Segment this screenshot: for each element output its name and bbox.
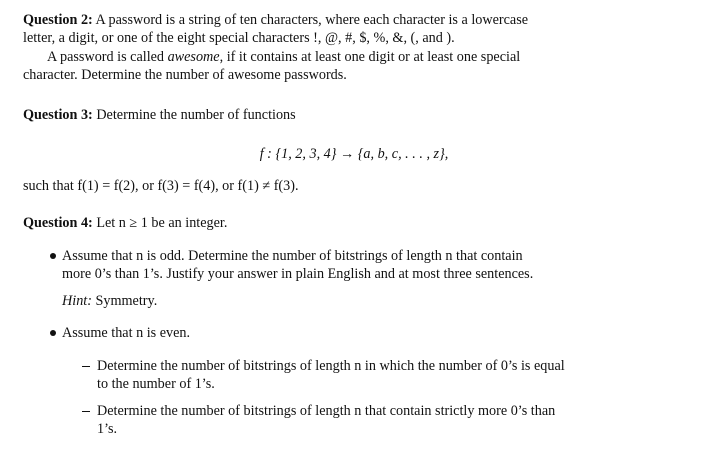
q4-bullet1-line-2: more 0’s than 1’s. Justify your answer in plain English and at most three sentences. (62, 266, 534, 282)
q4-hint-text: Symmetry. (91, 293, 158, 309)
q3-label: Question 3: (23, 107, 93, 123)
bullet-icon (50, 330, 56, 336)
q4-bullet2: Assume that n is even. (62, 325, 191, 341)
bullet-icon (50, 253, 56, 259)
q4-intro: Let n ≥ 1 be an integer. (96, 215, 228, 231)
q4-bullet1-line-1: Assume that n is odd. Determine the number of bitstrings of length n that contain (62, 248, 523, 264)
q2-text-3a: A password is called (47, 49, 168, 65)
q2-line-3 (47, 48, 520, 66)
q4-sub1-line-1: Determine the number of bitstrings of length n in which the number of 0’s is equal (97, 358, 565, 374)
q2-line-4: character. Determine the number of awesome passwords. (23, 67, 347, 83)
q4-sub2-line-2: 1’s. (97, 421, 118, 437)
q3-formula: f : {1, 2, 3, 4} → {a, b, c, . . . , z}, (259, 146, 449, 162)
q4-hint (62, 292, 157, 310)
q4-hint-label: Hint: (62, 293, 92, 309)
q4-label: Question 4: (23, 215, 93, 231)
dash-icon (82, 366, 90, 367)
q2-text-1: A password is a string of ten characters, where each character is a lowercase (95, 12, 529, 28)
q2-awesome-term: awesome (167, 49, 220, 65)
q3-line-1 (23, 106, 296, 124)
q3-intro: Determine the number of functions (96, 107, 296, 123)
q3-condition: such that f(1) = f(2), or f(3) = f(4), or f(1) ≠ f(3). (23, 178, 299, 194)
q4-sub1-line-2: to the number of 1’s. (97, 376, 215, 392)
q2-label: Question 2: (23, 12, 93, 28)
q4-sub2-line-1: Determine the number of bitstrings of length n that contain strictly more 0’s than (97, 403, 556, 419)
dash-icon (82, 411, 90, 412)
q2-text-3b: , if it contains at least one digit or at least one special (219, 49, 521, 65)
q4-line-1 (23, 214, 227, 232)
q2-line-2: letter, a digit, or one of the eight special characters !, @, #, $, %, &, (, and ). (23, 30, 455, 46)
q2-line-1 (23, 11, 528, 29)
